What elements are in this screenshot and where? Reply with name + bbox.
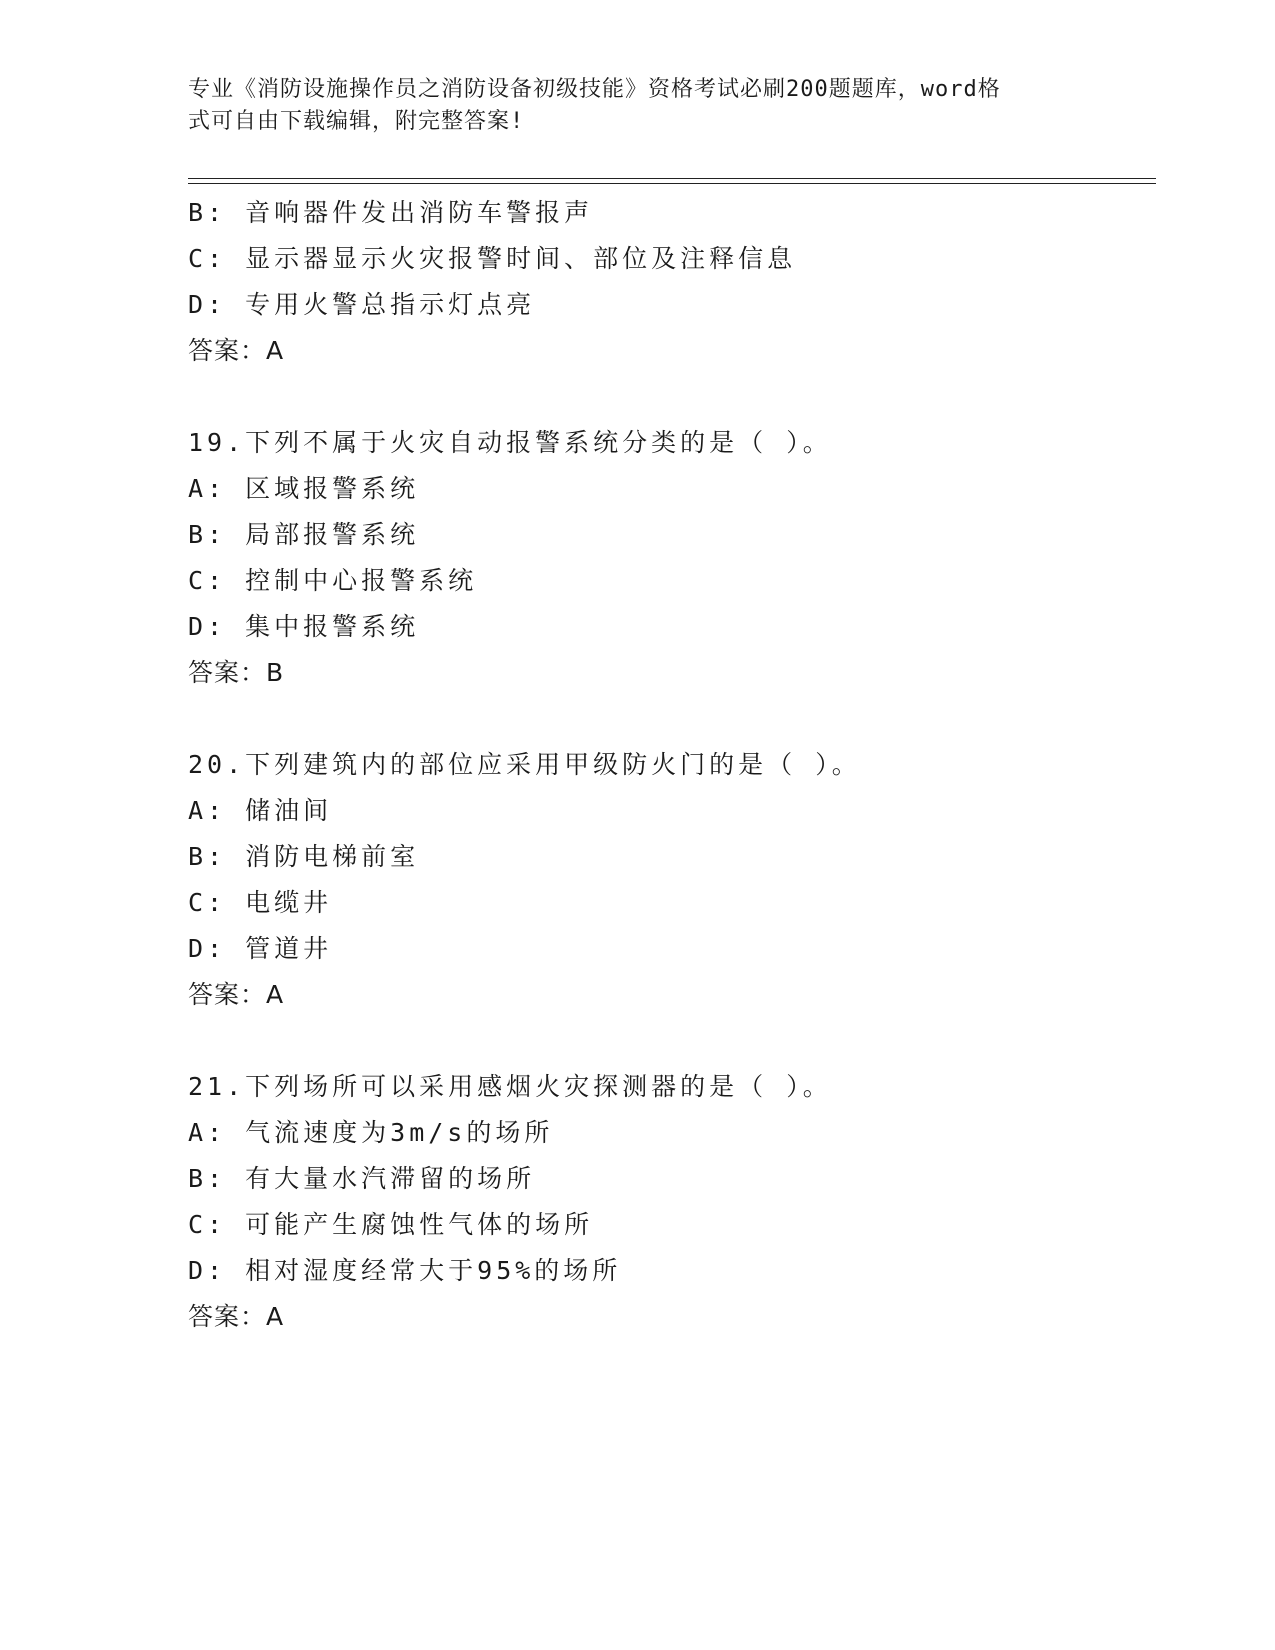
option-c: C: 显示器显示火灾报警时间、部位及注释信息: [188, 244, 797, 273]
option-b: B: 消防电梯前室: [188, 842, 420, 871]
option-d: D: 管道井: [188, 934, 333, 963]
answer-line: 答案：B: [188, 658, 285, 687]
question-21: [188, 1064, 1148, 1340]
option-a: A: 储油间: [188, 796, 333, 825]
answer-line: 答案：A: [188, 336, 285, 365]
option-a: A: 区域报警系统: [188, 474, 420, 503]
header-divider-top: [188, 178, 1156, 179]
spacer: [188, 374, 1148, 420]
option-c: C: 控制中心报警系统: [188, 566, 478, 595]
question-20: [188, 742, 1148, 1018]
spacer: [188, 696, 1148, 742]
document-header: [188, 74, 1068, 138]
option-d: D: 专用火警总指示灯点亮: [188, 290, 536, 319]
option-b: B: 音响器件发出消防车警报声: [188, 198, 594, 227]
option-d: D: 集中报警系统: [188, 612, 420, 641]
option-b: B: 局部报警系统: [188, 520, 420, 549]
question-text: 20.下列建筑内的部位应采用甲级防火门的是（ ）。: [188, 750, 861, 779]
option-b: B: 有大量水汽滞留的场所: [188, 1164, 536, 1193]
spacer: [188, 1018, 1148, 1064]
header-line-1: 专业《消防设施操作员之消防设备初级技能》资格考试必刷200题题库，word格: [188, 77, 1001, 102]
question-text: 19.下列不属于火灾自动报警系统分类的是（ ）。: [188, 428, 832, 457]
option-c: C: 可能产生腐蚀性气体的场所: [188, 1210, 594, 1239]
header-divider-bottom: [188, 183, 1156, 184]
question-18-tail: [188, 190, 1148, 374]
header-line-2: 式可自由下载编辑，附完整答案!: [188, 109, 525, 134]
question-19: [188, 420, 1148, 696]
option-c: C: 电缆井: [188, 888, 333, 917]
question-text: 21.下列场所可以采用感烟火灾探测器的是（ ）。: [188, 1072, 832, 1101]
option-a: A: 气流速度为3m/s的场所: [188, 1118, 554, 1147]
answer-line: 答案：A: [188, 1302, 285, 1331]
answer-line: 答案：A: [188, 980, 285, 1009]
option-d: D: 相对湿度经常大于95%的场所: [188, 1256, 622, 1285]
question-list: [188, 190, 1148, 1340]
